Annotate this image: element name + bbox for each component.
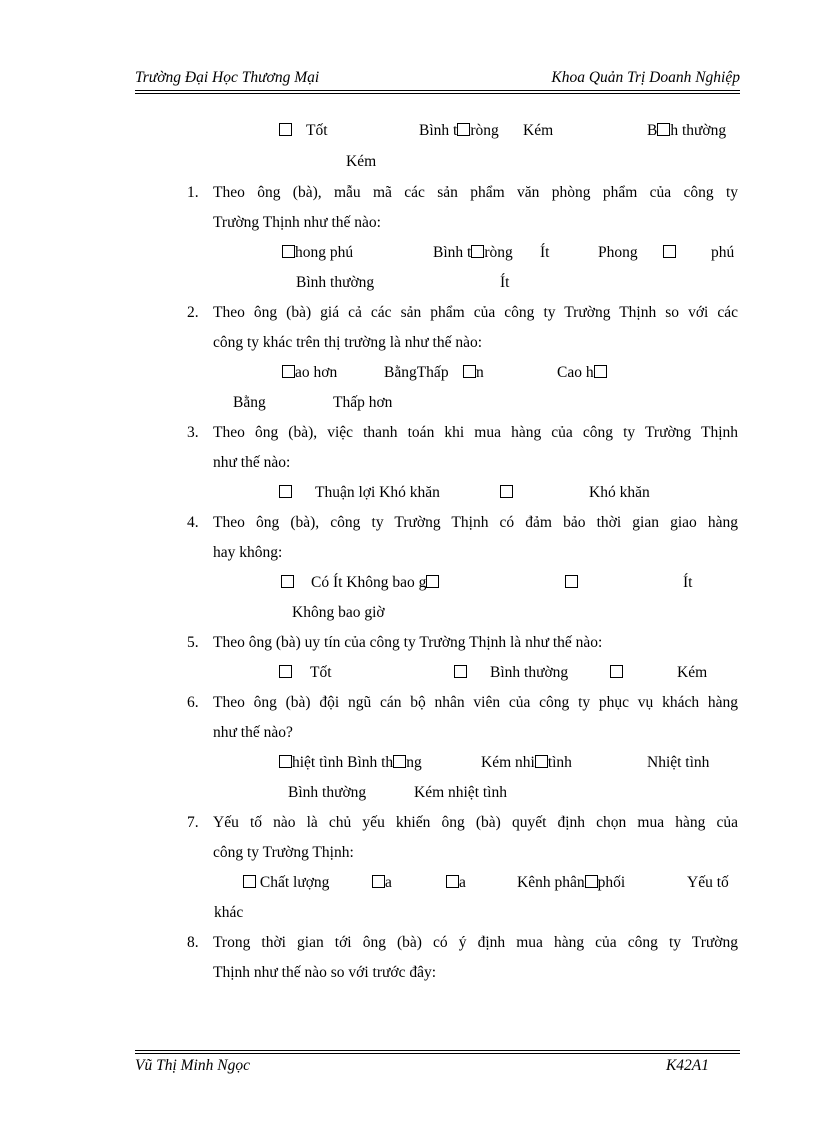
option-checkbox[interactable] [279, 122, 292, 140]
option-label: BằngThấp [384, 364, 449, 381]
option-label: Kém nhiệt tình [414, 784, 507, 801]
option-checkbox[interactable] [279, 664, 292, 682]
option-label: Kém [677, 664, 708, 681]
header-school: Trường Đại Học Thương Mại [135, 69, 320, 86]
question-text: Theo ông (bà) uy tín của công ty Trường Thịnh là như thế nào: [213, 634, 603, 651]
checkbox-icon[interactable] [657, 123, 670, 136]
question-text: như thế nào? [213, 724, 293, 741]
option-label: Bình thường [288, 784, 367, 801]
checkbox-icon[interactable] [372, 875, 385, 888]
option-label: Chất lượng [243, 874, 329, 892]
question-number: 1. [187, 184, 199, 201]
header-faculty: Khoa Quản Trị Doanh Nghiệp [551, 69, 740, 86]
checkbox-icon[interactable] [279, 755, 292, 768]
option-label: Thấp hơn [333, 394, 393, 411]
option-label: Yếu tố [687, 874, 729, 891]
header-rule-bottom [135, 93, 740, 94]
option-label: Thuận lợi Khó khăn [315, 484, 440, 501]
option-label: Ít [500, 274, 510, 291]
checkbox-icon [279, 123, 292, 136]
option-checkbox[interactable] [281, 574, 294, 592]
question-text: hay không: [213, 544, 283, 561]
option-checkbox[interactable] [663, 244, 676, 262]
option-label: Bình t ròng [419, 122, 499, 139]
checkbox-icon[interactable] [282, 365, 295, 378]
question-number: 5. [187, 634, 199, 651]
question-number: 2. [187, 304, 199, 321]
option-label: Có Ít Không bao g [311, 574, 439, 592]
option-label: Kém [523, 122, 554, 139]
checkbox-icon [500, 485, 513, 498]
checkbox-icon[interactable] [535, 755, 548, 768]
option-label: Nhiệt tình [647, 754, 710, 771]
question-text: Trong thời gian tới ông (bà) có ý định mua hàng của công ty Trường [213, 934, 738, 951]
option-label: Ít [683, 574, 693, 591]
question-text: Theo ông (bà), việc thanh toán khi mua hàng của công ty Trường Thịnh [213, 424, 738, 441]
option-checkbox[interactable] [500, 484, 513, 502]
option-label: Ít [540, 244, 550, 261]
footer-rule-bottom [135, 1053, 740, 1054]
option-label: Khó khăn [589, 484, 650, 501]
question-text: công ty khác trên thị trường là như thế nào: [213, 334, 483, 351]
option-label: hiệt tình Bình th ng [279, 754, 422, 772]
option-label: Phong [598, 244, 638, 261]
option-label: Cao h [557, 364, 607, 382]
question-text: công ty Trường Thịnh: [213, 844, 354, 861]
footer-class: K42A1 [665, 1057, 709, 1074]
checkbox-icon[interactable] [471, 245, 484, 258]
option-checkbox[interactable] [454, 664, 467, 682]
question-text: Theo ông (bà) giá cả các sản phẩm của công ty Trường Thịnh so với các [213, 304, 738, 321]
option-label: phú [711, 244, 735, 261]
option-label: ao hơn [282, 364, 337, 382]
option-label: Tốt [306, 122, 328, 139]
option-label: Bình t ròng [433, 244, 513, 261]
checkbox-icon[interactable] [463, 365, 476, 378]
question-text: như thế nào: [213, 454, 291, 471]
footer-rule-top [135, 1050, 740, 1051]
question-number: 8. [187, 934, 199, 951]
question-number: 3. [187, 424, 199, 441]
option-label: hong phú [282, 244, 353, 262]
checkbox-icon[interactable] [594, 365, 607, 378]
option-label: Tốt [310, 664, 332, 681]
checkbox-icon[interactable] [393, 755, 406, 768]
option-label: n [463, 364, 484, 382]
question-text: Trường Thịnh như thế nào: [213, 214, 381, 231]
option-label: Kênh phân phối [517, 874, 626, 891]
checkbox-icon[interactable] [457, 123, 470, 136]
question-text: Theo ông (bà), mẫu mã các sản phẩm văn phòng phẩm của công ty [213, 184, 738, 201]
checkbox-icon [279, 485, 292, 498]
checkbox-icon [565, 575, 578, 588]
question-text: Theo ông (bà) đội ngũ cán bộ nhân viên của công ty phục vụ khách hàng [213, 694, 738, 711]
question-number: 6. [187, 694, 199, 711]
question-text: Theo ông (bà), công ty Trường Thịnh có đảm bảo thời gian giao hàng [213, 514, 738, 531]
question-number: 7. [187, 814, 199, 831]
option-label: Bình thường [296, 274, 375, 291]
option-checkbox[interactable] [565, 574, 578, 592]
option-label: khác [214, 904, 244, 921]
option-label: B h thường [647, 122, 727, 139]
checkbox-icon[interactable] [426, 575, 439, 588]
option-label: Kém nhi tình [481, 754, 572, 771]
checkbox-icon [454, 665, 467, 678]
checkbox-icon [610, 665, 623, 678]
question-number: 4. [187, 514, 199, 531]
checkbox-icon[interactable] [585, 875, 598, 888]
question-text: Thịnh như thế nào so với trước đây: [213, 964, 437, 981]
question-text: Yếu tố nào là chủ yếu khiến ông (bà) quyết định chọn mua hàng của [213, 814, 738, 831]
checkbox-icon[interactable] [446, 875, 459, 888]
header-rule-top [135, 90, 740, 91]
checkbox-icon [663, 245, 676, 258]
checkbox-icon [279, 665, 292, 678]
footer-author: Vũ Thị Minh Ngọc [135, 1057, 250, 1074]
checkbox-icon[interactable] [282, 245, 295, 258]
option-checkbox[interactable] [279, 484, 292, 502]
option-label: Bằng [233, 394, 266, 411]
option-label: a [446, 874, 466, 892]
option-label: a [372, 874, 392, 892]
option-label: Kém [346, 153, 377, 170]
checkbox-icon [281, 575, 294, 588]
option-label: Bình thường [490, 664, 569, 681]
option-label: Không bao giờ [292, 604, 385, 621]
checkbox-icon[interactable] [243, 875, 256, 888]
option-checkbox[interactable] [610, 664, 623, 682]
